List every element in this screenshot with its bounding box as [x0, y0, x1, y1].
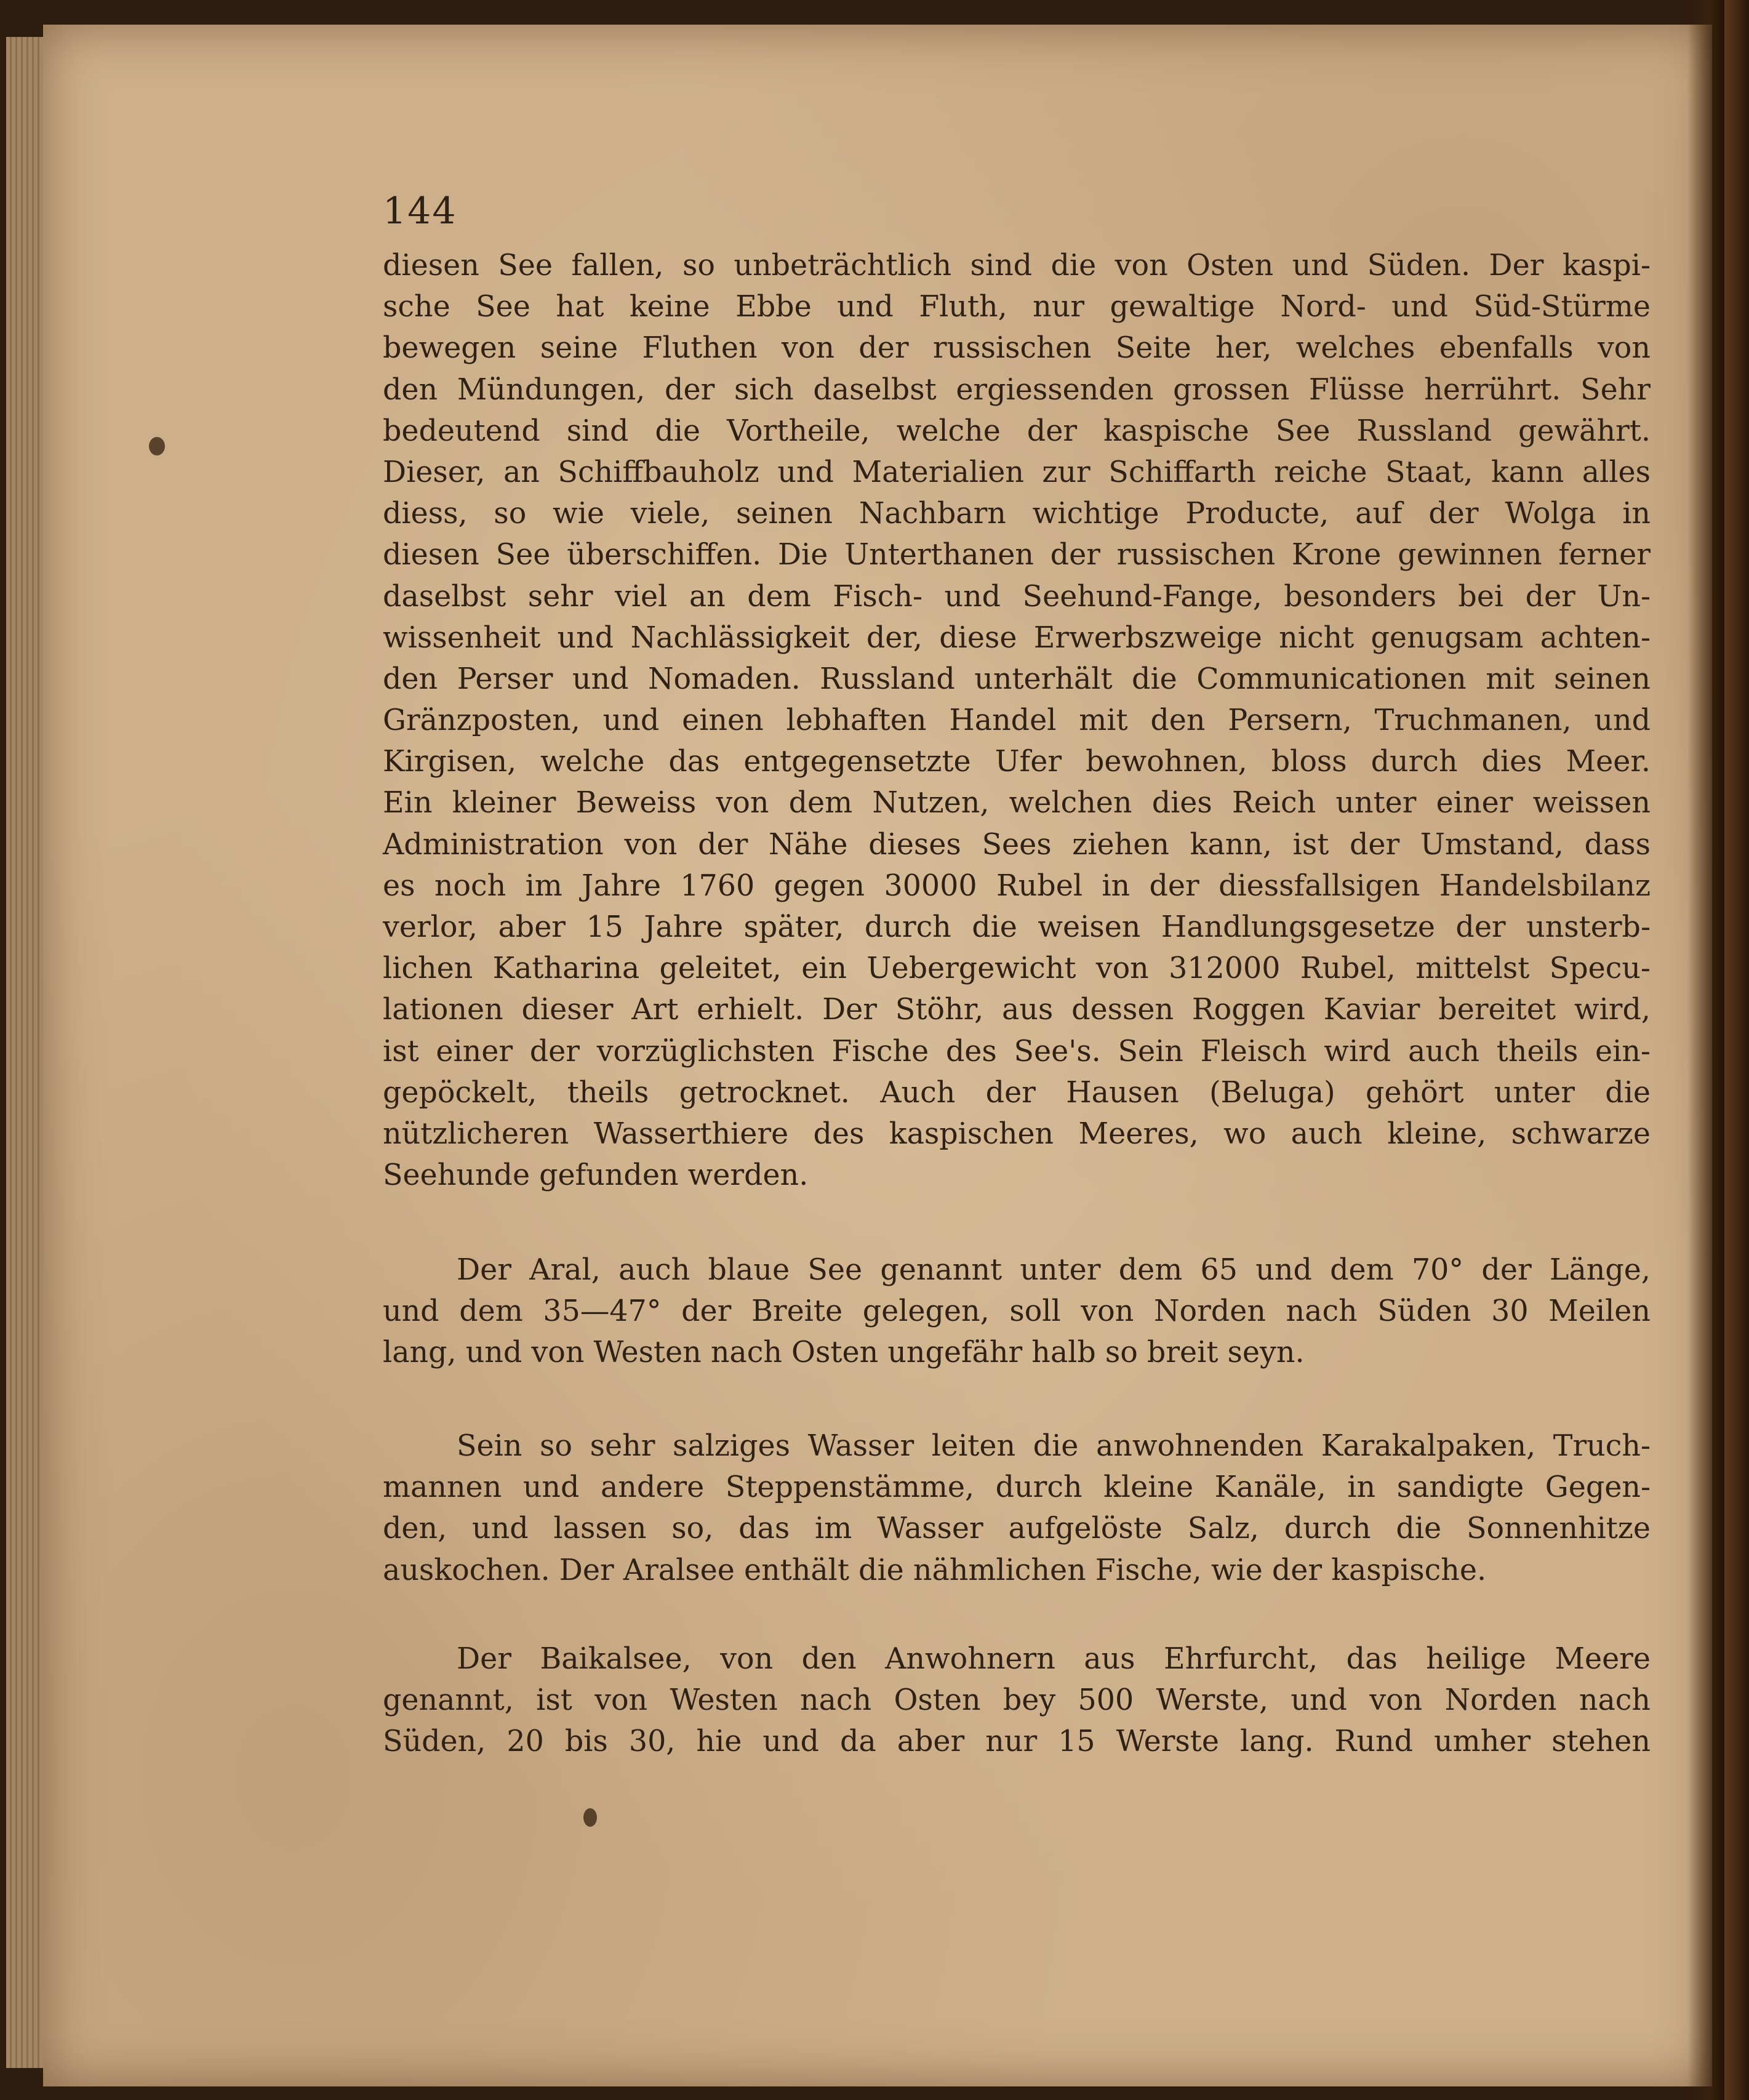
book-gutter: [1687, 0, 1724, 2100]
text-line: Süden, 20 bis 30, hie und da aber nur 15 Werste lang. Rund umher stehen: [383, 1725, 1651, 1759]
text-line: auskochen. Der Aralsee enthält die nähmlichen Fische, wie der kaspische.: [383, 1553, 1487, 1587]
text-line: Dieser, an Schiffbauholz und Materialien zur Schiffarth reiche Staat, kann alles: [383, 455, 1651, 489]
text-line: sche See hat keine Ebbe und Fluth, nur gewaltige Nord- und Süd-Stürme: [383, 290, 1651, 324]
binding-edge: [1724, 0, 1749, 2100]
text-line: gepöckelt, theils getrocknet. Auch der Hausen (Beluga) gehört unter die: [383, 1075, 1651, 1110]
text-line: nützlicheren Wasserthiere des kaspischen Meeres, wo auch kleine, schwarze: [383, 1116, 1651, 1151]
text-line: es noch im Jahre 1760 gegen 30000 Rubel in der diessfallsigen Handelsbilanz: [383, 868, 1651, 903]
text-line: und dem 35—47° der Breite gelegen, soll von Norden nach Süden 30 Meilen: [383, 1294, 1651, 1329]
text-line: Kirgisen, welche das entgegensetzte Ufer bewohnen, bloss durch dies Meer.: [383, 745, 1651, 779]
text-line: diesen See fallen, so unbeträchtlich sind die von Osten und Süden. Der kaspi-: [383, 249, 1651, 283]
text-line: wissenheit und Nachlässigkeit der, diese Erwerbszweige nicht genugsam achten-: [383, 620, 1651, 655]
ink-stain: [583, 1808, 597, 1827]
paragraph-aral: [383, 1249, 1651, 1374]
paragraph-kaspisches-meer: [383, 245, 1651, 1196]
text-line: bedeutend sind die Vortheile, welche der kaspische See Russland gewährt.: [383, 414, 1651, 448]
page-number: 144: [383, 190, 457, 233]
text-line: mannen und andere Steppenstämme, durch kleine Kanäle, in sandigte Gegen-: [383, 1470, 1651, 1505]
paragraph-aral-salz: [383, 1425, 1651, 1591]
text-line: Seehunde gefunden werden.: [383, 1158, 809, 1193]
text-line: Der Baikalsee, von den Anwohnern aus Ehrfurcht, das heilige Meere: [457, 1642, 1651, 1676]
text-line: genannt, ist von Westen nach Osten bey 500 Werste, und von Norden nach: [383, 1683, 1651, 1718]
text-line: lichen Katharina geleitet, ein Uebergewicht von 312000 Rubel, mittelst Specu-: [383, 952, 1651, 986]
text-line: Der Aral, auch blaue See genannt unter dem 65 und dem 70° der Länge,: [457, 1253, 1651, 1287]
text-line: diesen See überschiffen. Die Unterthanen der russischen Krone gewinnen ferner: [383, 538, 1651, 572]
text-line: Gränzposten, und einen lebhaften Handel mit den Persern, Truchmanen, und: [383, 703, 1651, 738]
text-line: lang, und von Westen nach Osten ungefähr halb so breit seyn.: [383, 1336, 1305, 1370]
ink-stain: [149, 437, 165, 455]
text-line: den Mündungen, der sich daselbst ergiessenden grossen Flüsse herrührt. Sehr: [383, 372, 1651, 407]
text-line: den Perser und Nomaden. Russland unterhält die Communicationen mit seinen: [383, 662, 1651, 696]
text-line: Sein so sehr salziges Wasser leiten die anwohnenden Karakalpaken, Truch-: [457, 1429, 1651, 1463]
text-line: Ein kleiner Beweiss von dem Nutzen, welchen dies Reich unter einer weissen: [383, 786, 1651, 820]
text-line: Administration von der Nähe dieses Sees ziehen kann, ist der Umstand, dass: [383, 827, 1651, 862]
text-line: den, und lassen so, das im Wasser aufgelöste Salz, durch die Sonnenhitze: [383, 1512, 1651, 1546]
text-line: lationen dieser Art erhielt. Der Stöhr, aus dessen Roggen Kaviar bereitet wird,: [383, 993, 1651, 1027]
text-line: ist einer der vorzüglichsten Fische des See's. Sein Fleisch wird auch theils ein-: [383, 1034, 1651, 1068]
text-line: diess, so wie viele, seinen Nachbarn wichtige Producte, auf der Wolga in: [383, 497, 1651, 531]
paragraph-baikal: [383, 1638, 1651, 1763]
text-line: daselbst sehr viel an dem Fisch- und Seehund-Fange, besonders bei der Un-: [383, 579, 1651, 614]
text-line: verlor, aber 15 Jahre später, durch die weisen Handlungsgesetze der unsterb-: [383, 910, 1651, 944]
text-line: bewegen seine Fluthen von der russischen Seite her, welches ebenfalls von: [383, 331, 1651, 366]
